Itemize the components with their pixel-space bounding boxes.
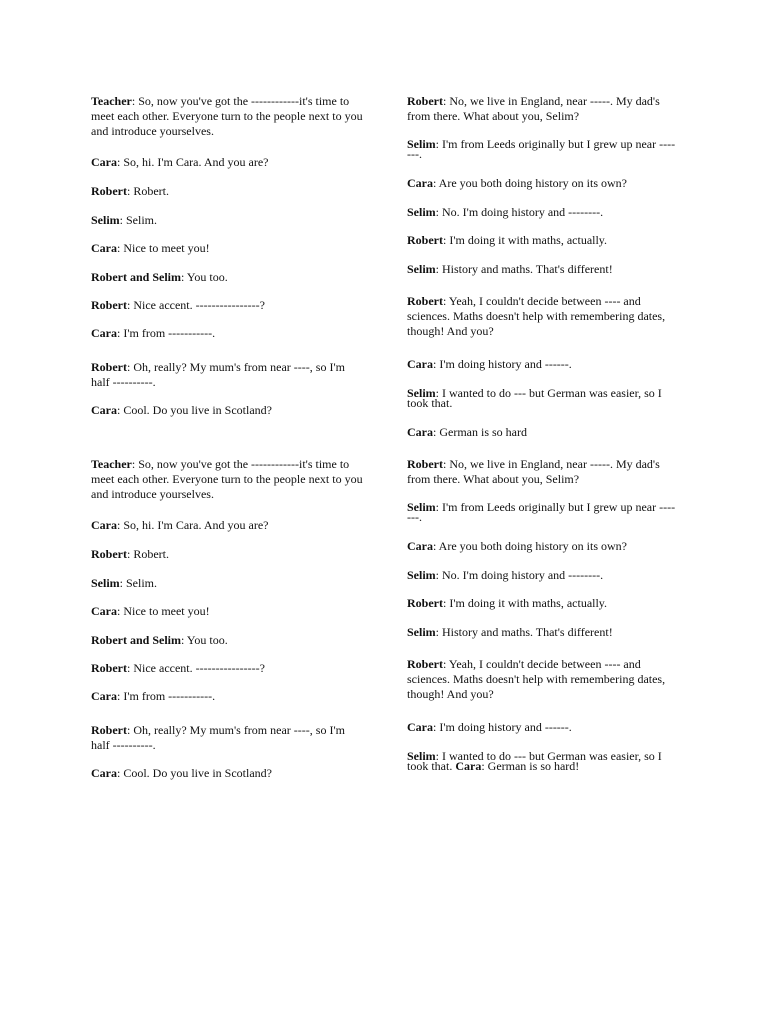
dialogue-line	[91, 241, 363, 256]
speaker-name: Cara	[91, 766, 117, 780]
dialogue-line	[407, 262, 679, 277]
dialogue-line	[91, 723, 363, 753]
line-text: : So, now you've got the ------------it's time to meet each other. Everyone turn to the people next to you and introduce yourselves.	[91, 94, 363, 138]
speaker-name: Robert	[407, 457, 443, 471]
speaker-name: Robert	[91, 184, 127, 198]
speaker-name: Robert	[91, 547, 127, 561]
dialogue-line	[407, 625, 679, 640]
dialogue-line	[91, 298, 363, 313]
line-text: : Yeah, I couldn't decide between ---- and sciences. Maths doesn't help with remembering dates, though! And you?	[407, 657, 666, 701]
speaker-name: Selim	[91, 213, 120, 227]
line-text: : So, hi. I'm Cara. And you are?	[117, 155, 269, 169]
line-text: : History and maths. That's different!	[435, 262, 613, 276]
line-text: : I'm doing history and ------.	[433, 720, 572, 734]
speaker-name: Cara	[407, 720, 433, 734]
speaker-name: Robert	[91, 723, 127, 737]
speaker-name: Selim	[407, 205, 436, 219]
dialogue-line	[91, 270, 363, 285]
dialogue-line	[91, 94, 363, 139]
line-text: : Cool. Do you live in Scotland?	[117, 766, 272, 780]
dialogue-line	[407, 596, 679, 611]
speaker-name: Cara	[407, 539, 433, 553]
speaker-name: Cara	[407, 176, 433, 190]
speaker-name: Cara	[407, 425, 433, 439]
speaker-name: Robert and Selim	[91, 633, 181, 647]
speaker-name: Cara	[91, 326, 117, 340]
speaker-name: Robert	[407, 596, 443, 610]
dialogue-line	[91, 457, 363, 502]
dialogue-line	[91, 689, 363, 704]
dialogue-line	[407, 357, 679, 372]
speaker-name: Robert	[91, 661, 127, 675]
line-text: : I'm from Leeds originally but I grew up near -------.	[407, 137, 676, 161]
line-text: : Oh, really? My mum's from near ----, so I'm half ----------.	[91, 360, 345, 389]
dialogue-line	[91, 576, 363, 591]
line-text: : I wanted to do --- but German was easier, so I took that.	[407, 749, 662, 773]
speaker-name: Cara	[91, 403, 117, 417]
dialogue-line	[407, 425, 679, 440]
dialogue-line	[91, 155, 363, 170]
speaker-name: Selim	[91, 576, 120, 590]
line-text: : No, we live in England, near -----. My dad's from there. What about you, Selim?	[407, 94, 660, 123]
dialogue-line	[407, 294, 679, 339]
line-text: : Robert.	[127, 547, 169, 561]
dialogue-line	[407, 176, 679, 191]
line-text: : German is so hard	[433, 425, 527, 439]
speaker-name: Cara	[91, 155, 117, 169]
speaker-name: Robert	[91, 298, 127, 312]
speaker-name: Cara	[91, 241, 117, 255]
dialogue-line	[407, 233, 679, 248]
speaker-name: Robert	[407, 233, 443, 247]
line-text: : I'm doing it with maths, actually.	[443, 596, 608, 610]
dialogue-line	[407, 205, 679, 220]
dialogue-line	[407, 457, 679, 487]
speaker-name: Cara	[455, 759, 482, 773]
speaker-name: Robert	[407, 94, 443, 108]
line-text: : Are you both doing history on its own?	[433, 176, 627, 190]
line-text: : Nice accent. ----------------?	[127, 298, 265, 312]
speaker-name: Cara	[91, 518, 117, 532]
dialogue-line	[91, 360, 363, 390]
line-text: : I'm from -----------.	[117, 326, 216, 340]
line-text: : No, we live in England, near -----. My dad's from there. What about you, Selim?	[407, 457, 660, 486]
line-text: : Cool. Do you live in Scotland?	[117, 403, 272, 417]
speaker-name: Teacher	[91, 457, 132, 471]
dialogue-line	[407, 388, 679, 408]
speaker-name: Selim	[407, 749, 436, 763]
line-text: : Selim.	[119, 576, 158, 590]
speaker-name: Cara	[91, 604, 117, 618]
speaker-name: Selim	[407, 386, 436, 400]
line-text: : German is so hard!	[481, 759, 580, 773]
dialogue-line	[407, 720, 679, 735]
dialogue-line	[407, 568, 679, 583]
speaker-name: Selim	[407, 262, 436, 276]
speaker-name: Selim	[407, 568, 436, 582]
line-text: : No. I'm doing history and --------.	[435, 205, 604, 219]
dialogue-line	[91, 661, 363, 676]
speaker-name: Robert	[407, 294, 443, 308]
speaker-name: Selim	[407, 500, 436, 514]
line-text: : Yeah, I couldn't decide between ---- and sciences. Maths doesn't help with remembering dates, though! And you?	[407, 294, 666, 338]
dialogue-line	[91, 766, 363, 781]
line-text: : You too.	[181, 633, 228, 647]
dialogue-line	[407, 94, 679, 124]
dialogue-line	[407, 502, 679, 522]
line-text: : Nice to meet you!	[117, 241, 210, 255]
line-text: : So, now you've got the ------------it's time to meet each other. Everyone turn to the people next to you and introduce yourselves.	[91, 457, 363, 501]
speaker-name: Robert	[407, 657, 443, 671]
line-text: : History and maths. That's different!	[435, 625, 613, 639]
line-text: : I'm doing history and ------.	[433, 357, 572, 371]
speaker-name: Selim	[407, 625, 436, 639]
dialogue-line	[407, 657, 679, 702]
line-text: : I wanted to do --- but German was easier, so I took that.	[407, 386, 662, 410]
line-text: : Are you both doing history on its own?	[433, 539, 627, 553]
line-text: : Nice accent. ----------------?	[127, 661, 265, 675]
dialogue-line	[91, 604, 363, 619]
line-text: : Nice to meet you!	[117, 604, 210, 618]
line-text: : No. I'm doing history and --------.	[435, 568, 604, 582]
speaker-name: Cara	[91, 689, 117, 703]
dialogue-line	[407, 751, 679, 771]
dialogue-line	[91, 326, 363, 341]
dialogue-line	[91, 184, 363, 199]
line-text: : I'm from Leeds originally but I grew up near -------.	[407, 500, 676, 524]
dialogue-line	[91, 518, 363, 533]
speaker-name: Robert and Selim	[91, 270, 181, 284]
dialogue-line	[91, 213, 363, 228]
line-text: : So, hi. I'm Cara. And you are?	[117, 518, 269, 532]
line-text: : You too.	[181, 270, 228, 284]
speaker-name: Robert	[91, 360, 127, 374]
line-text: : Robert.	[127, 184, 169, 198]
dialogue-line	[91, 633, 363, 648]
speaker-name: Teacher	[91, 94, 132, 108]
dialogue-line	[407, 539, 679, 554]
line-text: : I'm doing it with maths, actually.	[443, 233, 608, 247]
speaker-name: Selim	[407, 137, 436, 151]
dialogue-line	[91, 403, 363, 418]
speaker-name: Cara	[407, 357, 433, 371]
line-text: : I'm from -----------.	[117, 689, 216, 703]
dialogue-line	[91, 547, 363, 562]
line-text: : Selim.	[119, 213, 158, 227]
dialogue-line	[407, 139, 679, 159]
line-text: : Oh, really? My mum's from near ----, so I'm half ----------.	[91, 723, 345, 752]
